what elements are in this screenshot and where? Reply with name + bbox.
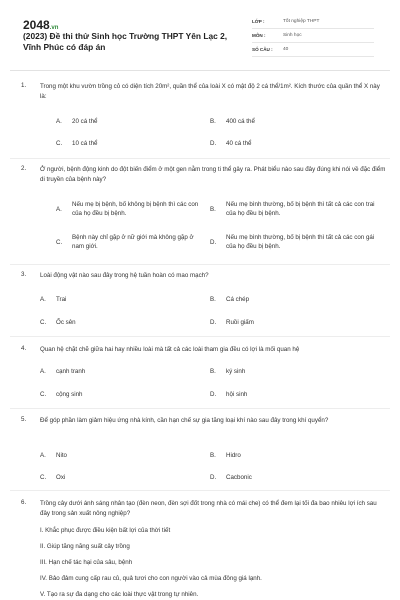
question-1 (10, 82, 386, 156)
option-a[interactable]: A. 20 cá thể (56, 118, 98, 125)
option-b[interactable]: B. Hidro (210, 452, 241, 459)
option-b[interactable]: B. Cá chép (210, 296, 250, 303)
statement-item: I. Khắc phục được điều kiện bất lợi của thời tiết (40, 527, 171, 534)
document-header (0, 0, 400, 58)
question-5 (10, 416, 386, 488)
question-number: 3. (21, 271, 27, 278)
question-divider (10, 336, 390, 337)
question-text: Trong một khu vườn trồng cỏ có diện tích 20m², quần thể của loài X có mật độ 2 cá thể/1m². Kích thước của quần thể X này là: (40, 83, 380, 100)
question-divider (10, 408, 390, 409)
option-a[interactable]: A. cạnh tranh (40, 368, 86, 375)
meta-row-subject (252, 29, 374, 43)
question-text: Trồng cây dưới ánh sáng nhân tạo (đèn neon, đèn sợi đốt trong nhà có mái che) có thể đem lại tối đa bao nhiêu lợi ích sau đây trong sản xuất nông nghiệp? (40, 500, 377, 517)
statement-item: V. Tạo ra sự đa dạng cho các loài thực vật trong tự nhiên. (40, 591, 199, 598)
option-b[interactable]: B. ký sinh (210, 368, 246, 375)
option-d[interactable]: D. Ruồi giấm (210, 319, 254, 326)
option-c[interactable]: C. cộng sinh (40, 391, 83, 398)
question-3 (10, 271, 386, 333)
option-a[interactable]: A. Nito (40, 452, 68, 459)
question-2 (10, 165, 386, 263)
meta-label: SỐ CÂU : (252, 47, 273, 52)
question-text: Loài động vật nào sau đây trong hệ tuần hoàn có mao mạch? (40, 272, 209, 279)
option-d[interactable]: D. Cacbonic (210, 474, 252, 481)
question-text: Để góp phần làm giảm hiệu ứng nhà kính, cần hạn chế sự gia tăng loại khí nào sau đây trong khí quyển? (40, 417, 329, 424)
meta-label: LỚP : (252, 19, 265, 24)
question-text: Quan hệ chặt chẽ giữa hai hay nhiều loài mà tất cả các loài tham gia đều có lợi là mối quan hệ (40, 346, 300, 353)
question-number: 5. (21, 416, 27, 423)
meta-label: MÔN : (252, 33, 266, 38)
question-4 (10, 345, 386, 407)
meta-row-class (252, 15, 374, 29)
option-d[interactable]: D. hội sinh (210, 391, 248, 398)
site-logo[interactable]: 2048.vn (23, 18, 59, 32)
question-divider (10, 158, 390, 159)
option-c[interactable]: C. 10 cá thể (56, 140, 98, 147)
meta-value: 40 (283, 47, 289, 52)
document-title: (2023) Đề thi thử Sinh học Trường THPT Yên Lạc 2, Vĩnh Phúc có đáp án (23, 31, 228, 52)
question-number: 1. (21, 82, 27, 89)
option-b[interactable]: B.Nếu mẹ bình thường, bố bị bệnh thì tất cả các con trai của họ đều bị bệnh. (210, 201, 375, 217)
header-divider (10, 70, 390, 71)
statement-item: III. Hạn chế tác hại của sâu, bệnh (40, 559, 133, 566)
question-6 (10, 499, 386, 600)
statement-item: II. Giúp tăng năng suất cây trồng (40, 543, 130, 550)
option-d[interactable]: D.Nếu mẹ bình thường, bố bị bệnh thì tất cả các con gái của họ đều bị bệnh. (210, 234, 375, 250)
question-number: 6. (21, 499, 27, 506)
question-number: 2. (21, 165, 27, 172)
meta-value: Sinh học (283, 33, 302, 38)
option-d[interactable]: D. 40 cá thể (210, 140, 252, 147)
question-number: 4. (21, 345, 27, 352)
option-a[interactable]: A.Nếu mẹ bị bệnh, bố không bị bệnh thì các con của họ đều bị bệnh. (56, 201, 199, 217)
option-c[interactable]: C. Ốc sên (40, 319, 76, 326)
meta-row-count (252, 43, 374, 57)
meta-value: Tốt nghiệp THPT (283, 19, 320, 24)
exam-meta-table (252, 15, 374, 57)
option-c[interactable]: C.Bệnh này chỉ gặp ở nữ giới mà không gặp ở nam giới. (56, 234, 194, 250)
option-a[interactable]: A. Trai (40, 296, 67, 303)
question-divider (10, 490, 390, 491)
question-divider (10, 264, 390, 265)
question-text: Ở người, bệnh động kinh do đột biến điểm ở một gen nằm trong ti thể gây ra. Phát biểu nào sau đây đúng khi nói về đặc điểm di truyền của bệnh này? (40, 166, 386, 183)
statement-item: IV. Bảo đảm cung cấp rau củ, quả tươi cho con người vào cả mùa đông giá lạnh. (40, 575, 262, 582)
option-b[interactable]: B. 400 cá thể (210, 118, 255, 125)
option-c[interactable]: C. Oxi (40, 474, 66, 481)
